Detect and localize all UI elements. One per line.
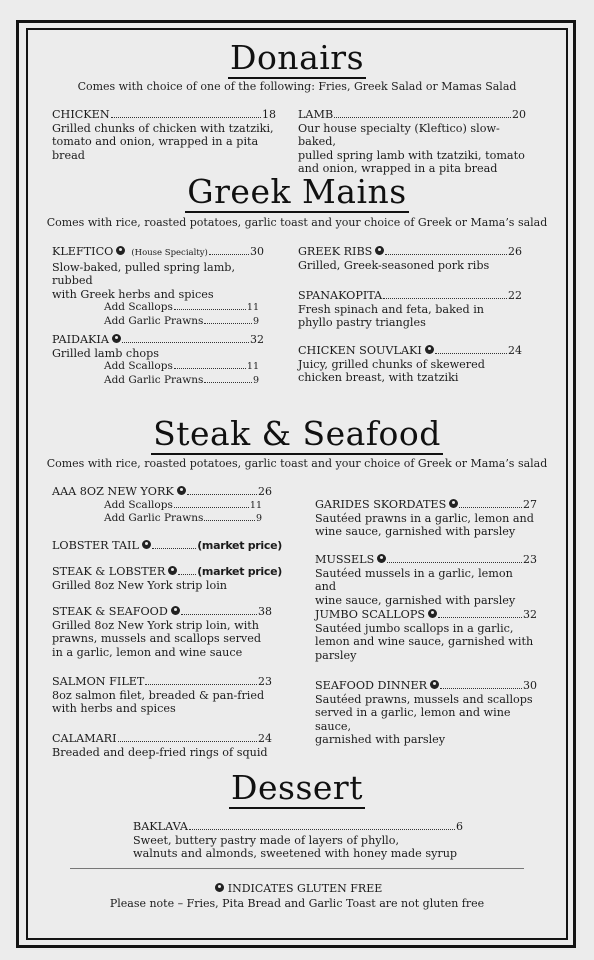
item-price: (market price): [197, 539, 282, 552]
leader-dots: [438, 617, 522, 618]
leader-dots: [334, 117, 511, 118]
menu-item-lamb-donair: [298, 108, 526, 176]
menu-item-steak-lobster: [52, 565, 282, 592]
gluten-free-icon: [171, 606, 180, 615]
leader-dots: [118, 741, 257, 742]
gluten-free-icon: [377, 554, 386, 563]
gluten-free-icon: [215, 883, 224, 892]
item-name: JUMBO SCALLOPS: [315, 608, 426, 621]
item-price: 26: [508, 245, 522, 258]
item-description: Grilled, Greek-seasoned pork ribs: [298, 258, 490, 272]
item-description: Juicy, grilled chunks of skewered chicken breast, with tzatziki: [298, 357, 485, 384]
item-name: MUSSELS: [315, 553, 375, 566]
item-name: SALMON FILET: [52, 675, 145, 688]
item-name: GREEK RIBS: [298, 245, 373, 258]
addon-price: 9: [255, 513, 262, 524]
item-price: 32: [523, 608, 537, 621]
leader-dots: [145, 684, 257, 685]
addon-label: Add Garlic Prawns: [104, 512, 204, 524]
item-description: Fresh spinach and feta, baked in phyllo pastry triangles: [298, 302, 484, 329]
item-description: Grilled 8oz New York strip loin, with prawns, mussels and scallops served in a garlic, lemon and wine sauce: [52, 618, 262, 659]
addon-price: 11: [246, 361, 259, 372]
leader-dots: [387, 562, 522, 563]
leader-dots: [174, 309, 246, 310]
item-name: CHICKEN SOUVLAKI: [298, 344, 422, 357]
gluten-free-icon: [142, 540, 151, 549]
item-price: 30: [250, 245, 264, 258]
addon-row: [52, 499, 262, 513]
item-description: Sautéed prawns, mussels and scallops served in a garlic, lemon and wine sauce, garnished with parsley: [315, 692, 533, 746]
item-price: 27: [523, 498, 537, 511]
leader-dots: [383, 298, 507, 299]
item-price: 26: [258, 485, 272, 498]
addon-row: [52, 360, 259, 374]
section-title-donairs: Donairs: [229, 38, 365, 77]
item-name: CALAMARI: [52, 732, 117, 745]
item-price: 24: [508, 344, 522, 357]
menu-item-calamari: [52, 732, 272, 759]
section-title-steak-seafood: Steak & Seafood: [153, 414, 441, 453]
addon-row: [52, 512, 262, 526]
leader-dots: [187, 494, 257, 495]
item-price: 22: [508, 289, 522, 302]
item-description: Breaded and deep-fried rings of squid: [52, 745, 268, 759]
menu-item-greek-ribs: [298, 245, 522, 272]
menu-item-chicken-souvlaki: [298, 344, 522, 385]
section-title-greek-mains: Greek Mains: [187, 172, 407, 211]
addon-row: [52, 374, 259, 388]
section-title-dessert: Dessert: [231, 768, 363, 807]
leader-dots: [122, 342, 249, 343]
leader-dots: [435, 353, 507, 354]
menu-item-garides-skordates: [315, 498, 537, 539]
item-description: Sweet, buttery pastry made of layers of phyllo, walnuts and almonds, sweetened with honey made syrup: [133, 833, 458, 860]
section-subtitle-donairs: Comes with choice of one of the following: Fries, Greek Salad or Mamas Salad: [77, 80, 517, 93]
addon-label: Add Garlic Prawns: [104, 373, 204, 386]
item-price: 23: [258, 675, 272, 688]
gluten-free-icon: [430, 680, 439, 689]
gluten-free-icon: [428, 609, 437, 618]
gluten-free-icon: [177, 486, 186, 495]
menu-item-paidakia: [52, 333, 264, 387]
item-name: LOBSTER TAIL: [52, 539, 139, 552]
menu-item-mussels: [315, 553, 537, 607]
item-name: GARIDES SKORDATES: [315, 498, 447, 511]
addon-price: 9: [252, 374, 259, 386]
item-price: (market price): [197, 565, 282, 578]
gluten-free-disclaimer: Please note – Fries, Pita Bread and Garlic Toast are not gluten free: [109, 897, 485, 910]
item-description: Slow-baked, pulled spring lamb, rubbed with Greek herbs and spices: [52, 260, 236, 301]
item-price: 30: [523, 679, 537, 692]
item-price: 6: [456, 820, 463, 833]
section-subtitle-steak-seafood: Comes with rice, roasted potatoes, garlic toast and your choice of Greek or Mama’s salad: [46, 457, 548, 470]
addon-label: Add Scallops: [104, 498, 173, 511]
menu-item-jumbo-scallops: [315, 608, 537, 662]
item-name: CHICKEN: [52, 108, 110, 121]
leader-dots: [459, 507, 522, 508]
addon-label: Add Scallops: [104, 360, 173, 372]
menu-item-baklava: [133, 820, 463, 861]
item-description: Grilled 8oz New York strip loin: [52, 578, 228, 592]
leader-dots: [181, 614, 257, 615]
addon-price: 9: [252, 315, 259, 327]
footer-divider: [70, 868, 524, 869]
leader-dots: [204, 520, 255, 521]
leader-dots: [209, 254, 249, 255]
item-description: 8oz salmon filet, breaded & pan-fried with herbs and spices: [52, 688, 265, 715]
house-specialty-label: (House Specialty): [131, 248, 208, 258]
menu-item-seafood-dinner: [315, 679, 537, 747]
item-description: Sautéed mussels in a garlic, lemon and wine sauce, garnished with parsley: [315, 566, 516, 607]
addon-label: Add Garlic Prawns: [104, 314, 204, 327]
item-name: PAIDAKIA: [52, 333, 109, 346]
leader-dots: [204, 323, 252, 324]
gluten-free-icon: [375, 246, 384, 255]
leader-dots: [174, 507, 249, 508]
gluten-free-icon: [116, 246, 125, 255]
item-name: STEAK & SEAFOOD: [52, 605, 168, 618]
leader-dots: [204, 382, 252, 383]
addon-row: [52, 315, 259, 329]
menu-item-kleftico: [52, 245, 264, 328]
leader-dots: [440, 688, 522, 689]
section-subtitle-greek-mains: Comes with rice, roasted potatoes, garlic toast and your choice of Greek or Mama’s salad: [46, 216, 548, 229]
menu-item-aaa-new-york: [52, 485, 272, 526]
leader-dots: [111, 117, 261, 118]
item-name: AAA 8OZ NEW YORK: [52, 485, 174, 498]
item-price: 24: [258, 732, 272, 745]
menu-item-steak-seafood: [52, 605, 272, 659]
addon-price: 11: [249, 499, 262, 511]
leader-dots: [174, 368, 246, 369]
gluten-free-legend: [0, 882, 594, 895]
item-name: BAKLAVA: [133, 820, 189, 833]
item-description: Sautéed jumbo scallops in a garlic, lemon and wine sauce, garnished with parsley: [315, 621, 534, 662]
item-name: KLEFTICO: [52, 245, 114, 258]
item-price: 18: [262, 108, 276, 121]
menu-item-salmon-filet: [52, 675, 272, 716]
item-price: 38: [258, 605, 272, 618]
item-name: SEAFOOD DINNER: [315, 679, 428, 692]
addon-price: 11: [246, 302, 259, 313]
menu-item-lobster-tail: [52, 539, 282, 553]
menu-item-chicken-donair: [52, 108, 276, 162]
gluten-free-icon: [112, 334, 121, 343]
addon-label: Add Scallops: [104, 301, 173, 313]
leader-dots: [152, 548, 196, 549]
item-description: Grilled lamb chops: [52, 346, 160, 360]
item-name: STEAK & LOBSTER: [52, 565, 166, 578]
leader-dots: [189, 829, 455, 830]
item-description: Sautéed prawns in a garlic, lemon and wine sauce, garnished with parsley: [315, 511, 534, 538]
addon-row: [52, 301, 259, 315]
leader-dots: [385, 254, 507, 255]
gluten-free-legend-text: INDICATES GLUTEN FREE: [227, 882, 383, 895]
gluten-free-icon: [425, 345, 434, 354]
item-description: Our house specialty (Kleftico) slow-baked, pulled spring lamb with tzatziki, tomato and onion, wrapped in a pita bread: [298, 121, 525, 175]
menu-item-spanakopita: [298, 289, 522, 330]
item-description: Grilled chunks of chicken with tzatziki, tomato and onion, wrapped in a pita bread: [52, 121, 274, 162]
item-price: 20: [512, 108, 526, 121]
item-price: 23: [523, 553, 537, 566]
gluten-free-icon: [449, 499, 458, 508]
item-name: SPANAKOPITA: [298, 289, 383, 302]
leader-dots: [178, 574, 196, 575]
item-name: LAMB: [298, 108, 334, 121]
item-price: 32: [250, 333, 264, 346]
gluten-free-icon: [168, 566, 177, 575]
